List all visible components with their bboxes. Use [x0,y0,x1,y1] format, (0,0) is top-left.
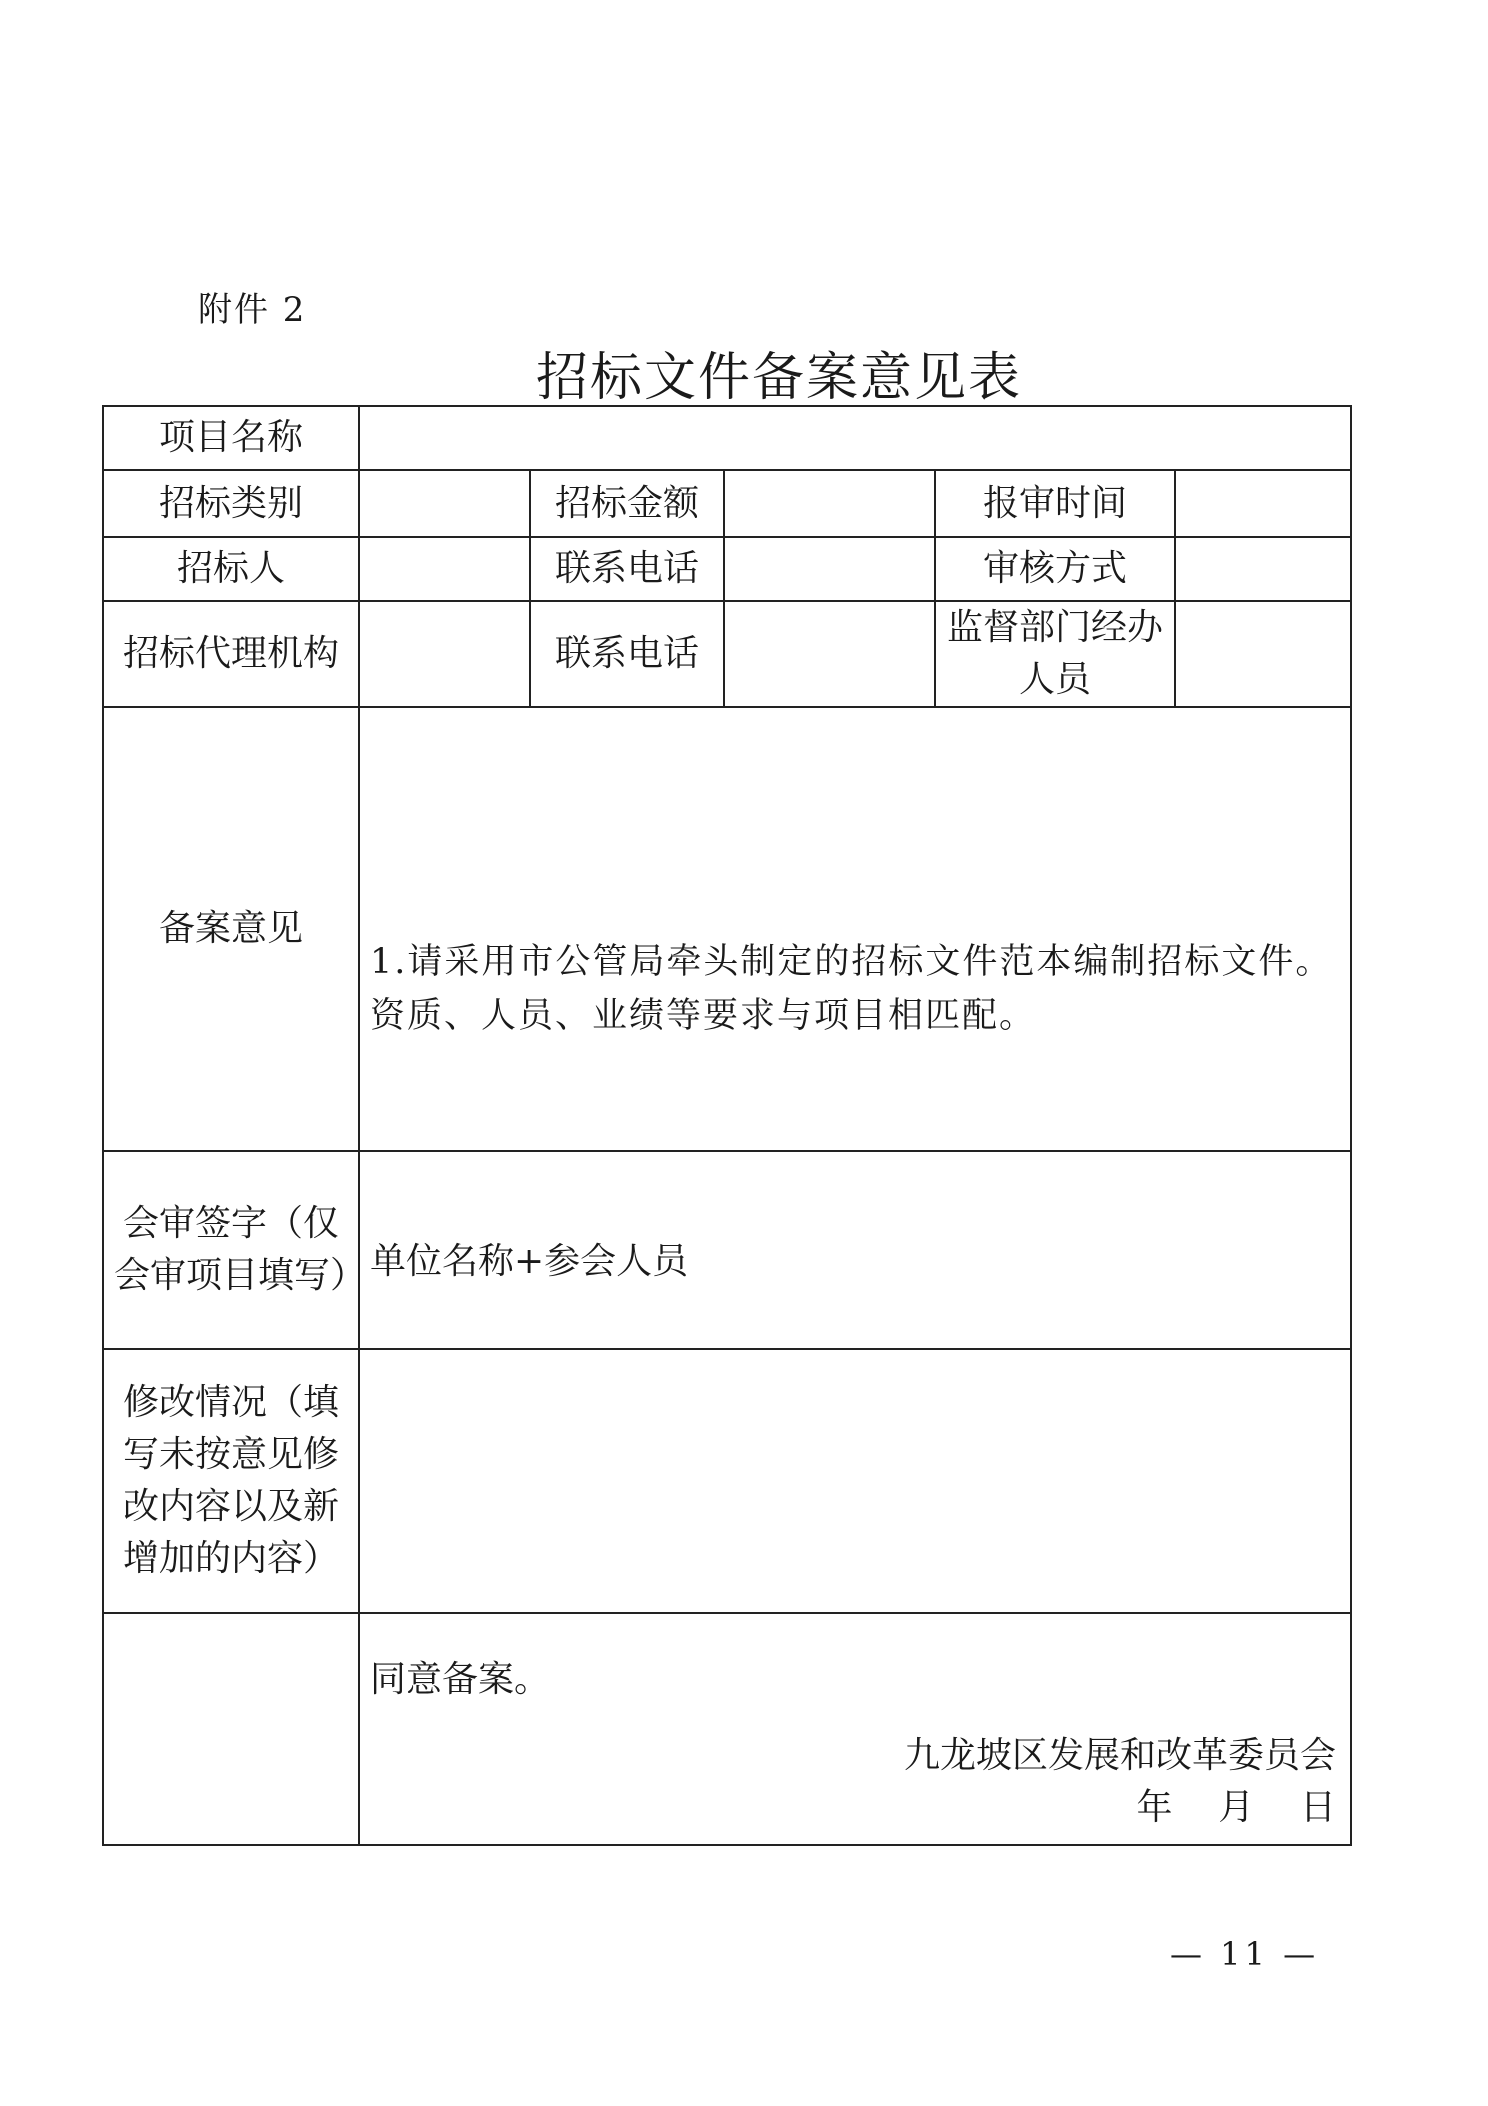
approval-label-empty [103,1613,359,1845]
phone-value-1[interactable] [724,537,935,601]
organization-name: 九龙坡区发展和改革委员会 [904,1735,1337,1776]
approval-text: 同意备案。 [370,1659,551,1700]
supervisor-value[interactable] [1175,601,1351,707]
revision-value[interactable] [359,1349,1351,1613]
agency-value[interactable] [359,601,530,707]
filing-opinion-table [102,405,1352,1846]
project-name-value[interactable] [359,406,1351,470]
tender-amount-label: 招标金额 [530,470,724,537]
submit-time-label: 报审时间 [935,470,1175,537]
date-line: 年 月 日 [1136,1787,1337,1828]
phone-value-2[interactable] [724,601,935,707]
tender-type-value[interactable] [359,470,530,537]
project-name-label: 项目名称 [103,406,359,470]
revision-label: 修改情况（填写未按意见修改内容以及新增加的内容） [103,1349,359,1613]
joint-sign-label: 会审签字（仅会审项目填写） [103,1151,359,1349]
tenderer-label: 招标人 [103,537,359,601]
opinion-text: 1.请采用市公管局牵头制定的招标文件范本编制招标文件。资质、人员、业绩等要求与项目相匹配。 [370,942,1333,1036]
review-method-label: 审核方式 [935,537,1175,601]
page-title: 招标文件备案意见表 [535,348,1022,408]
supervisor-label: 监督部门经办人员 [935,601,1175,707]
phone-label-2: 联系电话 [530,601,724,707]
submit-time-value[interactable] [1175,470,1351,537]
phone-label-1: 联系电话 [530,537,724,601]
agency-label: 招标代理机构 [103,601,359,707]
joint-sign-text: 单位名称+参会人员 [370,1241,689,1282]
tenderer-value[interactable] [359,537,530,601]
opinion-cell [359,707,1351,1151]
approval-cell [359,1613,1351,1845]
joint-sign-cell[interactable] [359,1151,1351,1349]
attachment-label: 附件 2 [198,290,307,330]
review-method-value[interactable] [1175,537,1351,601]
tender-type-label: 招标类别 [103,470,359,537]
tender-amount-value[interactable] [724,470,935,537]
opinion-label: 备案意见 [103,707,359,1151]
page-number: — 11 — [1170,1935,1320,1973]
